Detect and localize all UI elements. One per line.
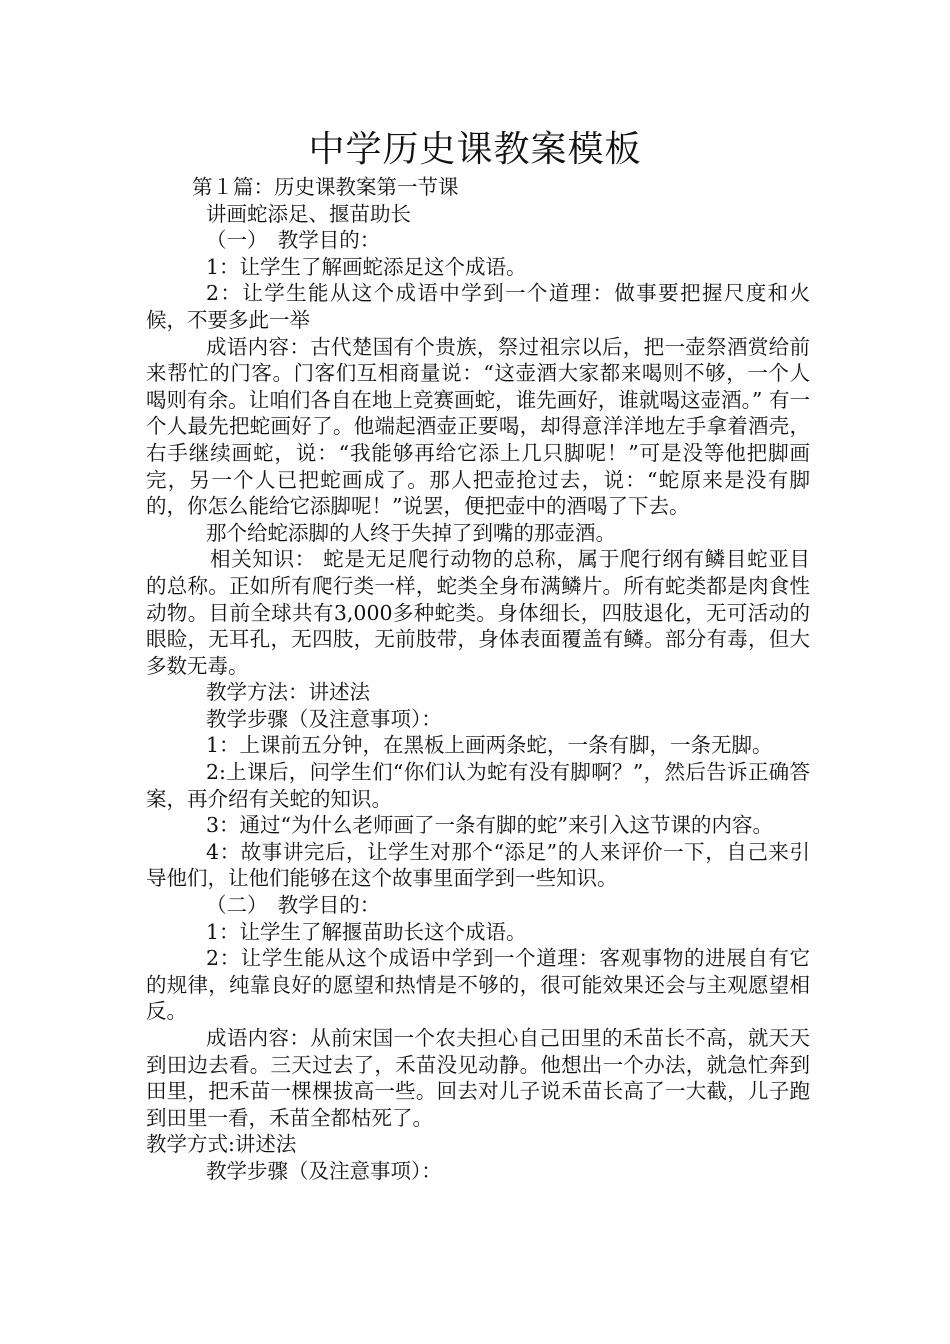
related-knowledge: 相关知识： 蛇是无足爬行动物的总称，属于爬行纲有鳞目蛇亚目的总称。正如所有爬行类一样，蛇类全身布满鳞片。所有蛇类都是肉食性动物。目前全球共有3,000多种蛇类。身体细长，四肢退化，无可活动的眼睑，无耳孔，无四肢，无前肢带，身体表面覆盖有鳞。部分有毒，但大多数无毒。 — [146, 547, 810, 678]
objective-2-2: 2：让学生能从这个成语中学到一个道理：客观事物的进展自有它的规律，纯靠良好的愿望和热情是不够的，很可能效果还会与主观愿望相反。 — [146, 946, 810, 1024]
objective-heading-2: （二） 教学目的： — [206, 893, 381, 918]
document-title: 中学历史课教案模板 — [308, 129, 642, 170]
step-4: 4：故事讲完后，让学生对那个“添足”的人来评价一下，自己来引导他们，让他们能够在这个故事里面学到一些知识。 — [146, 839, 810, 891]
objective-heading-1: （一） 教学目的： — [206, 228, 381, 253]
document-body — [146, 174, 810, 1185]
teaching-steps-heading-2: 教学步骤（及注意事项）： — [206, 1158, 442, 1183]
section-heading: 第１篇：历史课教案第一节课 — [192, 175, 459, 199]
step-3: 3：通过“为什么老师画了一条有脚的蛇”来引入这节课的内容。 — [206, 813, 774, 838]
teaching-method-1: 教学方法：讲述法 — [206, 680, 370, 705]
idiom-story-1-ending: 那个给蛇添脚的人终于失掉了到嘴的那壶酒。 — [206, 520, 616, 545]
objective-1-2: 2：让学生能从这个成语中学到一个道理：做事要把握尺度和火候，不要多此一举 — [146, 281, 810, 332]
lesson-subtitle: 讲画蛇添足、揠苗助长 — [206, 201, 411, 226]
teaching-steps-heading-1: 教学步骤（及注意事项）： — [206, 706, 442, 731]
idiom-story-1: 成语内容：古代楚国有个贵族，祭过祖宗以后，把一壶祭酒赏给前来帮忙的门客。门客们互相商量说：“这壶酒大家都来喝则不够，一个人喝则有余。让咱们各自在地上竞赛画蛇，谁先画好，谁就喝这壶酒。” 有一个人最先把蛇画好了。他端起酒壶正要喝，却得意洋洋地左手拿着酒壳，右手继续画蛇，说：“我能够再给它添上几只脚呢！”可是没等他把脚画完，另一个人已把蛇画成了。那人把壶抢过去，说：“蛇原来是没有脚的，你怎么能给它添脚呢！”说罢，便把壶中的酒喝了下去。 — [146, 334, 810, 519]
step-1: 1：上课前五分钟，在黑板上画两条蛇，一条有脚，一条无脚。 — [206, 733, 773, 758]
idiom-story-2: 成语内容：从前宋国一个农夫担心自己田里的禾苗长不高，就天天到田边去看。三天过去了，禾苗没见动静。他想出一个办法，就急忙奔到田里，把禾苗一棵棵拔高一些。回去对儿子说禾苗长高了一大截，儿子跑到田里一看，禾苗全都枯死了。 — [146, 1026, 810, 1130]
objective-2-1: 1：让学生了解揠苗助长这个成语。 — [206, 919, 527, 944]
step-2: 2:上课后，问学生们“你们认为蛇有没有脚啊？”，然后告诉正确答案，再介绍有关蛇的知识。 — [146, 760, 810, 811]
teaching-method-2: 教学方式:讲述法 — [146, 1132, 297, 1157]
objective-1-1: 1：让学生了解画蛇添足这个成语。 — [206, 254, 527, 279]
